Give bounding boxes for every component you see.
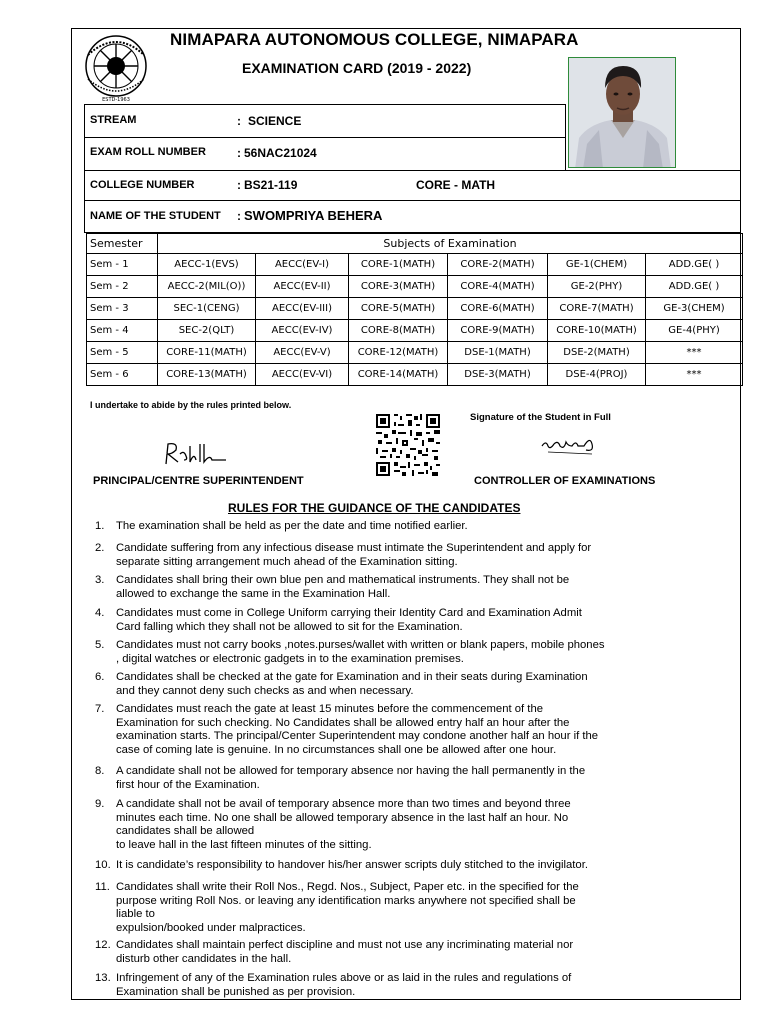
rule-text: Candidates shall write their Roll Nos., Regd. Nos., Subject, Paper etc. in the specified for the purpose writing Roll Nos. or leaving any identification marks anywhere not specified shall be liable to expulsion/booked under malpractices. (116, 881, 579, 934)
rule-number: 2. (95, 542, 105, 554)
header-subjects: Subjects of Examination (158, 234, 743, 254)
table-cell: GE-4(PHY) (646, 320, 743, 342)
student-signature-label: Signature of the Student in Full (470, 412, 611, 423)
table-cell: *** (646, 342, 743, 364)
principal-label: PRINCIPAL/CENTRE SUPERINTENDENT (93, 475, 304, 487)
stream-value: SCIENCE (248, 114, 302, 128)
table-cell: DSE-1(MATH) (448, 342, 548, 364)
core-subject-label: CORE - MATH (416, 178, 496, 192)
table-cell: AECC-2(MIL(O)) (158, 276, 256, 298)
college-seal-logo (78, 33, 156, 103)
rule-text: It is candidate’s responsibility to handover his/her answer scripts duly stitched to the invigilator. (116, 859, 588, 871)
table-cell: Sem - 4 (87, 320, 158, 342)
table-header-row (87, 234, 743, 254)
table-cell: SEC-2(QLT) (158, 320, 256, 342)
student-name-label: NAME OF THE STUDENT (90, 210, 221, 222)
stream-box (84, 104, 566, 138)
table-row (87, 364, 743, 386)
rule-number: 4. (95, 607, 105, 619)
table-cell: CORE-6(MATH) (448, 298, 548, 320)
rule-text: The examination shall be held as per the date and time notified earlier. (116, 520, 468, 532)
table-cell: GE-1(CHEM) (548, 254, 646, 276)
table-cell: Sem - 1 (87, 254, 158, 276)
rule-number: 3. (95, 574, 105, 586)
table-cell: CORE-5(MATH) (349, 298, 448, 320)
table-cell: AECC(EV-V) (256, 342, 349, 364)
table-cell: CORE-4(MATH) (448, 276, 548, 298)
table-cell: *** (646, 364, 743, 386)
student-name-value: SWOMPRIYA BEHERA (244, 208, 383, 223)
header-semester: Semester (87, 234, 158, 254)
college-number-value: BS21-119 (244, 178, 298, 192)
table-cell: SEC-1(CENG) (158, 298, 256, 320)
rule-text: A candidate shall not be avail of temporary absence more than two times and beyond three minutes each time. No one shall be allowed temporary absence in the last half an hour. No candidates shall be allowed to leave hall in the last fifteen minutes of the sitting. (116, 798, 571, 851)
rule-text: A candidate shall not be allowed for temporary absence nor having the hall permanently in the first hour of the Examination. (116, 765, 586, 791)
table-cell: AECC(EV-III) (256, 298, 349, 320)
qr-code (374, 412, 442, 478)
roll-value: 56NAC21024 (244, 146, 317, 160)
divider (84, 170, 85, 232)
rule-text: Candidates must not carry books ,notes.purses/wallet with written or blank papers, mobile phones , digital watches or electronic gadgets in to the examination premises. (116, 639, 605, 665)
college-name: NIMAPARA AUTONOMOUS COLLEGE, NIMAPARA (170, 30, 579, 49)
table-row (87, 298, 743, 320)
table-cell: DSE-3(MATH) (448, 364, 548, 386)
stream-label: STREAM (90, 114, 137, 126)
table-cell: CORE-7(MATH) (548, 298, 646, 320)
undertaking-text: I undertake to abide by the rules printed below. (90, 400, 292, 410)
controller-label: CONTROLLER OF EXAMINATIONS (474, 475, 656, 487)
divider (84, 170, 741, 171)
rule-text: Candidates shall maintain perfect discipline and must not use any incriminating material nor disturb other candidates in the hall. (116, 939, 574, 965)
table-cell: AECC(EV-VI) (256, 364, 349, 386)
table-cell: Sem - 2 (87, 276, 158, 298)
table-cell: DSE-4(PROJ) (548, 364, 646, 386)
table-cell: CORE-10(MATH) (548, 320, 646, 342)
rules-title: RULES FOR THE GUIDANCE OF THE CANDIDATES (228, 501, 521, 515)
table-cell: AECC(EV-IV) (256, 320, 349, 342)
college-number-colon: : (237, 178, 241, 192)
table-cell: CORE-2(MATH) (448, 254, 548, 276)
rule-number: 5. (95, 639, 105, 651)
student-photo (568, 57, 676, 168)
table-cell: CORE-13(MATH) (158, 364, 256, 386)
rule-number: 13. (95, 972, 111, 984)
rule-text: Candidate suffering from any infectious disease must intimate the Superintendent and apply for separate sitting arrangement much ahead of the Examination sitting. (116, 542, 592, 568)
table-cell: DSE-2(MATH) (548, 342, 646, 364)
table-cell: GE-3(CHEM) (646, 298, 743, 320)
stream-colon: : (237, 114, 241, 128)
subjects-table (86, 233, 743, 386)
table-cell: CORE-8(MATH) (349, 320, 448, 342)
table-cell: CORE-14(MATH) (349, 364, 448, 386)
controller-signature (538, 432, 602, 458)
rule-number: 1. (95, 520, 105, 532)
rule-text: Candidates must reach the gate at least 15 minutes before the commencement of the Examination for such checking. No Candidates shall be allowed entry half an hour after the examination starts. The principal/Center Superintendent may condone another half an hour if the case of coming late is genuine. In no circumstances shall one be allowed after one hour. (116, 703, 599, 756)
table-row (87, 254, 743, 276)
table-cell: ADD.GE( ) (646, 276, 743, 298)
table-cell: CORE-9(MATH) (448, 320, 548, 342)
table-cell: CORE-1(MATH) (349, 254, 448, 276)
table-cell: GE-2(PHY) (548, 276, 646, 298)
table-row (87, 342, 743, 364)
rule-text: Infringement of any of the Examination rules above or as laid in the rules and regulations of Examination shall be punished as per provision. (116, 972, 572, 998)
table-cell: CORE-11(MATH) (158, 342, 256, 364)
table-cell: Sem - 6 (87, 364, 158, 386)
logo-estd-text: ESTD-1963 (102, 97, 130, 103)
table-row (87, 276, 743, 298)
rule-number: 9. (95, 798, 105, 810)
table-row (87, 320, 743, 342)
card-title: EXAMINATION CARD (2019 - 2022) (242, 60, 472, 76)
rule-text: Candidates must come in College Uniform carrying their Identity Card and Examination Admit Card falling which they shall not be allowed to sit for the Examination. (116, 607, 582, 633)
rule-number: 6. (95, 671, 105, 683)
rule-number: 12. (95, 939, 111, 951)
table-cell: ADD.GE( ) (646, 254, 743, 276)
table-cell: AECC(EV-II) (256, 276, 349, 298)
table-cell: AECC-1(EVS) (158, 254, 256, 276)
rule-text: Candidates shall be checked at the gate for Examination and in their seats during Examination and they cannot deny such checks as and when necessary. (116, 671, 588, 697)
rule-number: 8. (95, 765, 105, 777)
roll-label: EXAM ROLL NUMBER (90, 146, 206, 158)
table-cell: Sem - 3 (87, 298, 158, 320)
principal-signature (160, 440, 230, 468)
rule-text: Candidates shall bring their own blue pen and mathematical instruments. They shall not be allowed to exchange the same in the Examination Hall. (116, 574, 570, 600)
rule-number: 7. (95, 703, 105, 715)
rule-number: 10. (95, 859, 111, 871)
table-cell: AECC(EV-I) (256, 254, 349, 276)
student-name-colon: : (237, 209, 241, 223)
table-cell: Sem - 5 (87, 342, 158, 364)
table-cell: CORE-3(MATH) (349, 276, 448, 298)
rule-number: 11. (95, 881, 110, 893)
table-cell: CORE-12(MATH) (349, 342, 448, 364)
divider (84, 200, 741, 201)
roll-colon: : (237, 146, 241, 160)
college-number-label: COLLEGE NUMBER (90, 179, 195, 191)
